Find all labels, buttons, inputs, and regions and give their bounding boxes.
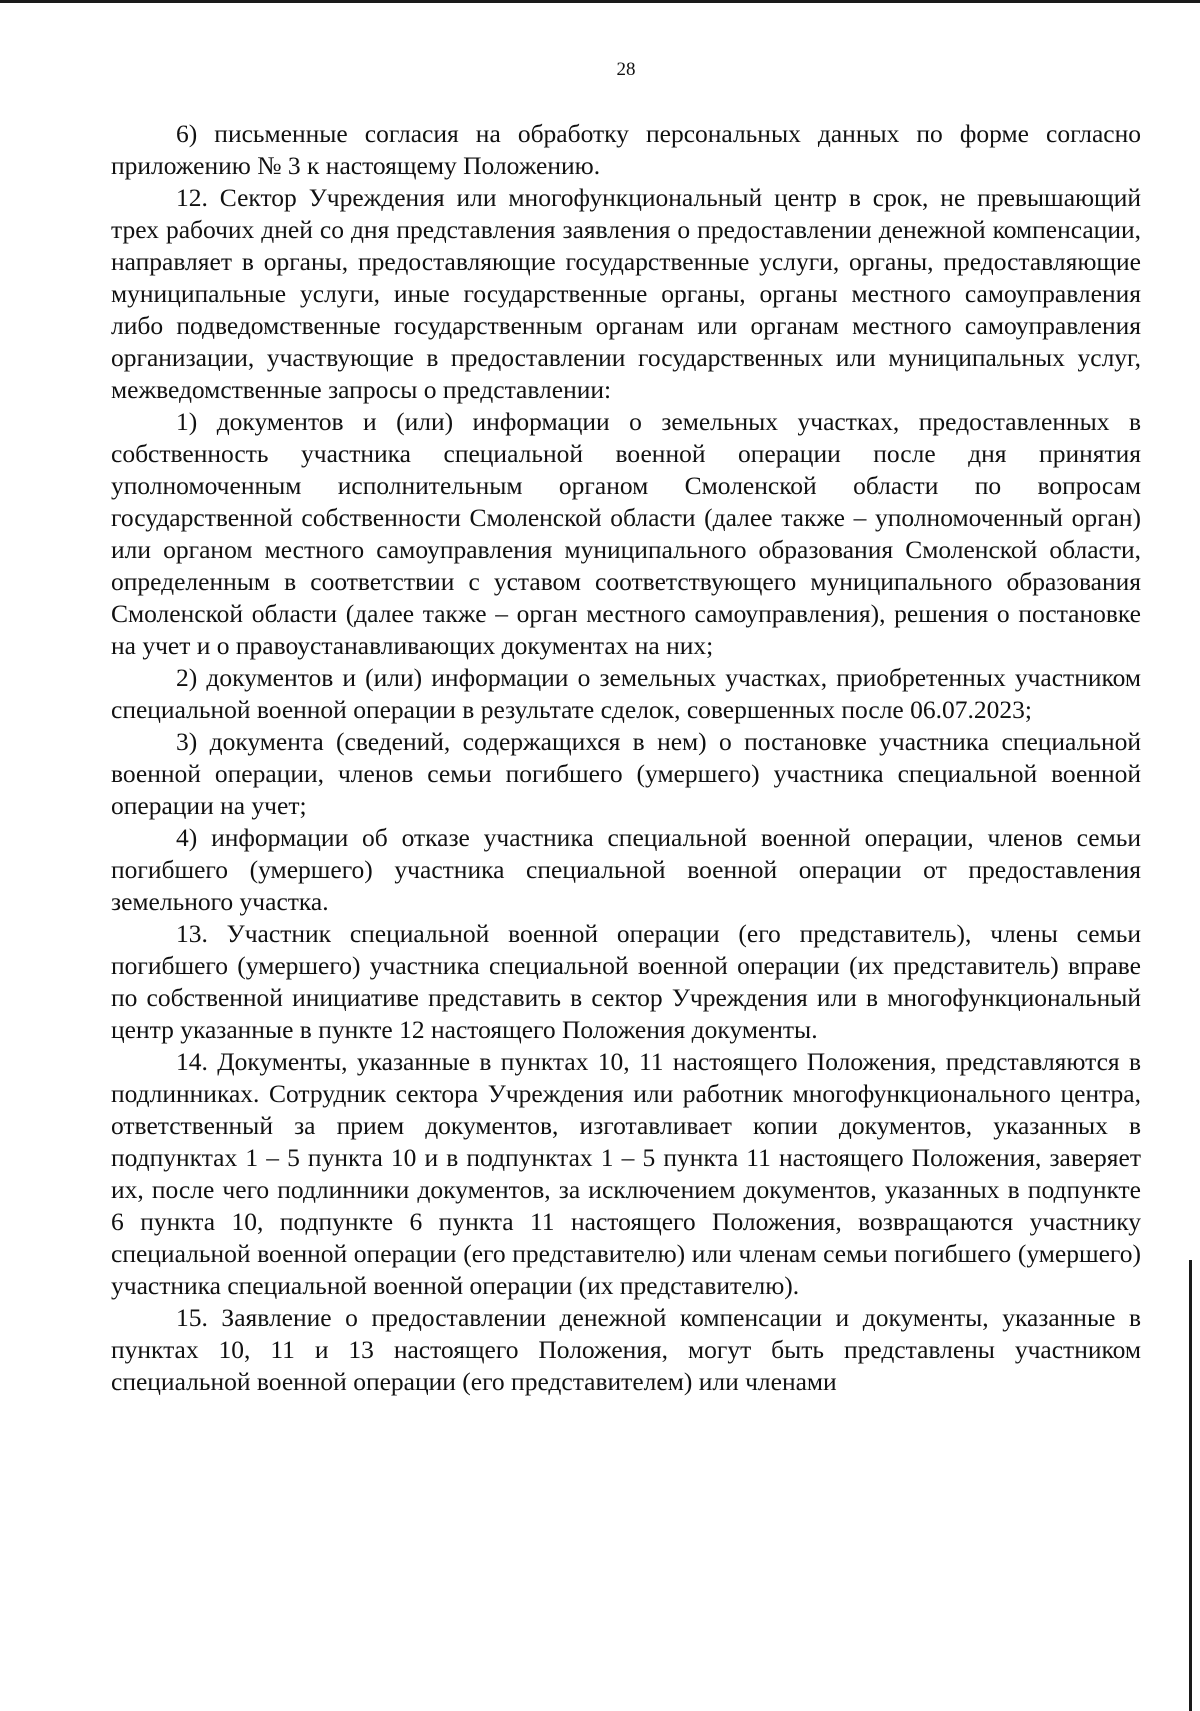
page-number: 28	[616, 59, 636, 80]
paragraph-subitem-3: 3) документа (сведений, содержащихся в нем) о постановке участника специальной военной операции, членов семьи погибшего (умершего) участника специальной военной операции на учет;	[111, 727, 1141, 820]
paragraph-subitem-2: 2) документов и (или) информации о земельных участках, приобретенных участником специальной военной операции в результате сделок, совершенных после 06.07.2023;	[111, 663, 1141, 724]
scan-border-top	[0, 0, 1200, 3]
paragraph-section-15: 15. Заявление о предоставлении денежной компенсации и документы, указанные в пунктах 10, 11 и 13 настоящего Положения, могут быть представлены участником специальной военной операции (его представителем) или членами	[111, 1303, 1141, 1396]
paragraph-section-14: 14. Документы, указанные в пунктах 10, 11 настоящего Положения, представляются в подлинниках. Сотрудник сектора Учреждения или работник многофункционального центра, ответственный за прием документов, изготавливает копии документов, указанных в подпунктах 1 – 5 пункта 10 и в подпунктах 1 – 5 пункта 11 настоящего Положения, заверяет их, после чего подлинники документов, за исключением документов, указанных в подпункте 6 пункта 10, подпункте 6 пункта 11 настоящего Положения, возвращаются участнику специальной военной операции (его представителю) или членам семьи погибшего (умершего) участника специальной военной операции (их представителю).	[111, 1047, 1141, 1300]
paragraph-item-6: 6) письменные согласия на обработку персональных данных по форме согласно приложению № 3 к настоящему Положению.	[111, 119, 1141, 180]
document-page	[111, 58, 1141, 1398]
scan-border-right	[1189, 1260, 1192, 1711]
paragraph-section-13: 13. Участник специальной военной операции (его представитель), члены семьи погибшего (умершего) участника специальной военной операции (их представитель) вправе по собственной инициативе представить в сектор Учреждения или в многофункциональный центр указанные в пункте 12 настоящего Положения документы.	[111, 919, 1141, 1044]
paragraph-subitem-4: 4) информации об отказе участника специальной военной операции, членов семьи погибшего (умершего) участника специальной военной операции от предоставления земельного участка.	[111, 823, 1141, 916]
paragraph-section-12: 12. Сектор Учреждения или многофункциональный центр в срок, не превышающий трех рабочих дней со дня представления заявления о предоставлении денежной компенсации, направляет в органы, предоставляющие государственные услуги, органы, предоставляющие муниципальные услуги, иные государственные органы, органы местного самоуправления либо подведомственные государственным органам или органам местного самоуправления организации, участвующие в предоставлении государственных или муниципальных услуг, межведомственные запросы о представлении:	[111, 183, 1141, 404]
paragraph-subitem-1: 1) документов и (или) информации о земельных участках, предоставленных в собственность участника специальной военной операции после дня принятия уполномоченным исполнительным органом Смоленской области по вопросам государственной собственности Смоленской области (далее также – уполномоченный орган) или органом местного самоуправления муниципального образования Смоленской области, определенным в соответствии с уставом соответствующего муниципального образования Смоленской области (далее также – орган местного самоуправления), решения о постановке на учет и о правоустанавливающих документах на них;	[111, 407, 1141, 660]
